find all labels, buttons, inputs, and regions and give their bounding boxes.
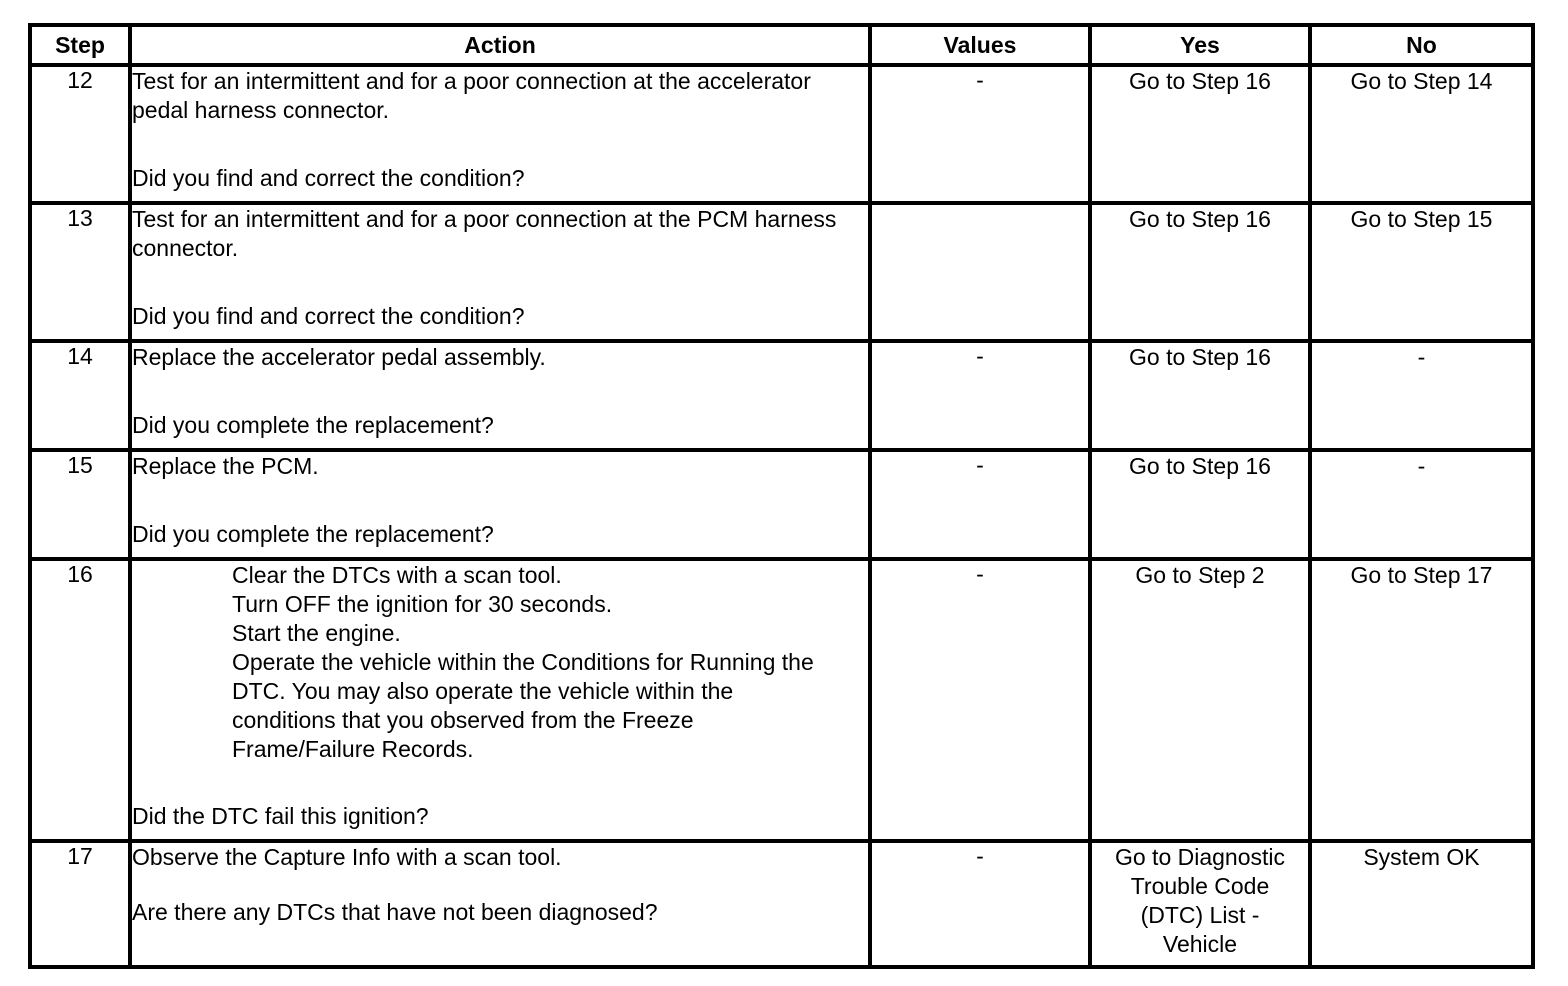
action-cell	[130, 203, 870, 341]
no-cell: System OK	[1310, 841, 1533, 967]
yes-cell: Go to Step 16	[1090, 203, 1310, 341]
instruction-item: Clear the DTCs with a scan tool.	[232, 562, 562, 588]
instruction-item: Operate the vehicle within the Conditions for Running the DTC. You may also operate the vehicle within the conditions that you observed from the Freeze Frame/Failure Records.	[232, 649, 814, 762]
header-no: No	[1310, 25, 1533, 65]
action-cell	[130, 341, 870, 450]
table-row-step-15	[30, 450, 1533, 559]
yes-cell[interactable]	[1090, 841, 1310, 967]
no-cell: Go to Step 17	[1310, 559, 1533, 841]
action-cell	[130, 450, 870, 559]
action-question: Are there any DTCs that have not been diagnosed?	[132, 899, 658, 925]
header-values: Values	[870, 25, 1090, 65]
action-question: Did you find and correct the condition?	[132, 165, 525, 191]
values-cell: -	[870, 450, 1090, 559]
no-cell: Go to Step 15	[1310, 203, 1533, 341]
diagnostic-steps-table	[28, 23, 1535, 969]
step-number: 13	[30, 203, 130, 341]
values-cell: -	[870, 65, 1090, 203]
step-number: 16	[30, 559, 130, 841]
step-number: 12	[30, 65, 130, 203]
instruction-item: Turn OFF the ignition for 30 seconds.	[232, 591, 613, 617]
header-action: Action	[130, 25, 870, 65]
dtc-list-link[interactable]: Go to Diagnostic Trouble Code (DTC) List - Vehicle	[1114, 844, 1286, 957]
action-cell	[130, 559, 870, 841]
step-number: 17	[30, 841, 130, 967]
diagnostic-table-page	[28, 23, 1531, 969]
no-cell: -	[1310, 341, 1533, 450]
table-row-step-13	[30, 203, 1533, 341]
action-question: Did you complete the replacement?	[132, 412, 494, 438]
no-cell: Go to Step 14	[1310, 65, 1533, 203]
no-cell: -	[1310, 450, 1533, 559]
header-step: Step	[30, 25, 130, 65]
action-cell	[130, 841, 870, 967]
table-row-step-12	[30, 65, 1533, 203]
action-cell	[130, 65, 870, 203]
action-text: Test for an intermittent and for a poor connection at the accelerator pedal harness connector.	[132, 68, 811, 123]
action-question: Did you complete the replacement?	[132, 521, 494, 547]
step-number: 15	[30, 450, 130, 559]
table-row-step-17	[30, 841, 1533, 967]
action-question: Did the DTC fail this ignition?	[132, 803, 429, 829]
values-cell	[870, 203, 1090, 341]
values-cell: -	[870, 841, 1090, 967]
yes-cell: Go to Step 16	[1090, 341, 1310, 450]
values-cell: -	[870, 341, 1090, 450]
instruction-list	[132, 561, 868, 764]
action-text: Replace the PCM.	[132, 453, 319, 479]
action-text: Test for an intermittent and for a poor connection at the PCM harness connector.	[132, 206, 837, 261]
yes-cell: Go to Step 16	[1090, 450, 1310, 559]
table-row-step-14	[30, 341, 1533, 450]
action-text: Replace the accelerator pedal assembly.	[132, 344, 546, 370]
step-number: 14	[30, 341, 130, 450]
header-row	[30, 25, 1533, 65]
instruction-item: Start the engine.	[232, 620, 401, 646]
yes-cell: Go to Step 2	[1090, 559, 1310, 841]
yes-cell: Go to Step 16	[1090, 65, 1310, 203]
table-row-step-16	[30, 559, 1533, 841]
values-cell: -	[870, 559, 1090, 841]
header-yes: Yes	[1090, 25, 1310, 65]
action-text: Observe the Capture Info with a scan tool.	[132, 844, 562, 870]
action-question: Did you find and correct the condition?	[132, 303, 525, 329]
